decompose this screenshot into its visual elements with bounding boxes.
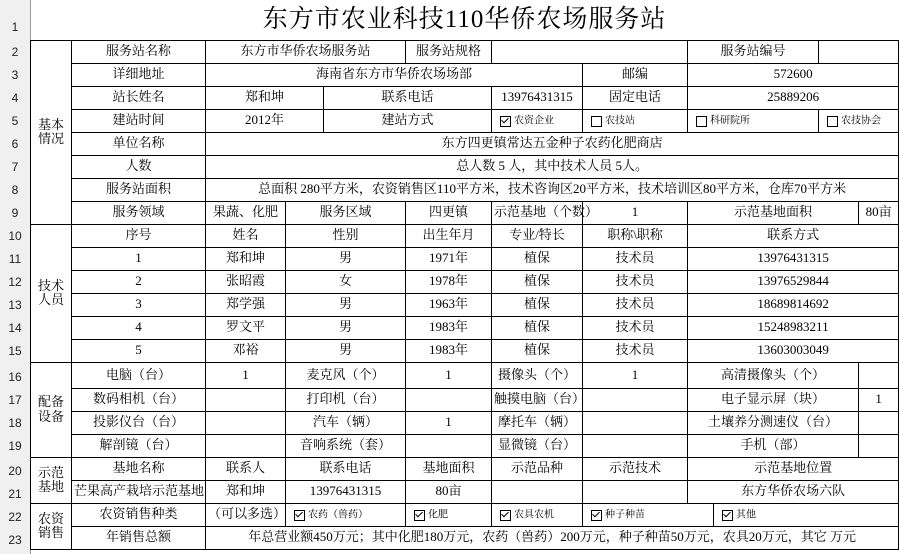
equipment-label: 显微镜（台） — [492, 434, 583, 457]
method-option[interactable]: 农技协会 — [819, 109, 899, 132]
landline-cell[interactable]: 25889206 — [688, 86, 899, 109]
demo-area-label: 示范基地面积 — [688, 201, 859, 224]
equipment-value[interactable]: 1 — [859, 388, 899, 411]
checkbox-checked-icon[interactable] — [591, 510, 602, 521]
equipment-value[interactable] — [859, 434, 899, 457]
address-label: 详细地址 — [72, 63, 206, 86]
area-cell[interactable]: 总面积 280平方米，农资销售区110平方米，技术咨询区20平方米，技术培训区80平方米，仓库70平方米 — [206, 178, 899, 201]
equipment-label: 电子显示屏（块） — [688, 388, 859, 411]
method-option[interactable]: 科研院所 — [688, 109, 819, 132]
staff-title[interactable]: 技术员 — [583, 316, 688, 339]
checkbox-icon[interactable] — [827, 116, 838, 127]
number-label: 服务站编号 — [688, 40, 819, 63]
staff-major[interactable]: 植保 — [492, 247, 583, 270]
column-header: 序号 — [72, 224, 206, 247]
row-number[interactable]: 9 — [11, 206, 19, 220]
demo-count-cell[interactable]: 1 — [583, 201, 688, 224]
equipment-label: 摄像头（个） — [492, 362, 583, 388]
checkbox-icon[interactable] — [591, 116, 602, 127]
equipment-label: 电脑（台） — [72, 362, 206, 388]
equipment-label: 汽车（辆） — [286, 411, 406, 434]
column-header: 联系方式 — [688, 224, 899, 247]
staff-major[interactable]: 植保 — [492, 293, 583, 316]
column-header: 基地名称 — [72, 457, 206, 480]
equipment-value[interactable]: 1 — [406, 362, 492, 388]
postcode-label: 邮编 — [583, 63, 688, 86]
row-number[interactable]: 22 — [8, 510, 22, 524]
staff-title[interactable]: 技术员 — [583, 339, 688, 362]
field-label: 服务领域 — [72, 201, 206, 224]
method-option[interactable]: 农资企业 — [492, 109, 583, 132]
demo-base-name[interactable]: 芒果高产栽培示范基地 — [72, 480, 206, 503]
equipment-value[interactable] — [206, 411, 286, 434]
staff-title[interactable]: 技术员 — [583, 247, 688, 270]
equipment-label: 高清摄像头（个） — [688, 362, 859, 388]
row-number[interactable]: 21 — [8, 487, 22, 501]
staff-major[interactable]: 植保 — [492, 316, 583, 339]
staff-phone[interactable]: 13976431315 — [688, 247, 899, 270]
annual-sales-label: 年销售总额 — [72, 526, 206, 549]
equipment-label: 音响系统（套） — [286, 434, 406, 457]
staff-phone[interactable]: 13976529844 — [688, 270, 899, 293]
column-header: 示范基地位置 — [688, 457, 899, 480]
row-number[interactable]: 23 — [8, 533, 22, 547]
table-row — [31, 270, 899, 293]
equipment-label: 数码相机（台） — [72, 388, 206, 411]
postcode-cell[interactable]: 572600 — [688, 63, 899, 86]
staff-gender[interactable]: 男 — [286, 293, 406, 316]
phone-cell[interactable]: 13976431315 — [492, 86, 583, 109]
staff-name[interactable]: 郑学强 — [206, 293, 286, 316]
staff-name[interactable]: 张昭霞 — [206, 270, 286, 293]
row-number[interactable]: 5 — [11, 114, 19, 128]
number-cell[interactable] — [819, 40, 899, 63]
row-number[interactable]: 15 — [8, 344, 22, 358]
staff-name[interactable]: 邓裕 — [206, 339, 286, 362]
staff-gender[interactable]: 男 — [286, 316, 406, 339]
equipment-value[interactable] — [583, 411, 688, 434]
row-number[interactable]: 14 — [8, 321, 22, 335]
checkbox-checked-icon[interactable] — [294, 510, 305, 521]
column-header: 示范技术 — [583, 457, 688, 480]
equipment-value[interactable]: 1 — [406, 411, 492, 434]
staff-gender[interactable]: 男 — [286, 247, 406, 270]
staff-no[interactable]: 3 — [72, 293, 206, 316]
table-row — [31, 316, 899, 339]
annual-sales-cell[interactable]: 年总营业额450万元；其中化肥180万元，农药（兽药）200万元，种子种苗50万元，农具20万元，其它 万元 — [206, 526, 899, 549]
staff-title[interactable]: 技术员 — [583, 293, 688, 316]
column-header: 专业/特长 — [492, 224, 583, 247]
head-name-label: 站长姓名 — [72, 86, 206, 109]
staff-no[interactable]: 5 — [72, 339, 206, 362]
staff-no[interactable]: 2 — [72, 270, 206, 293]
region-cell[interactable]: 四更镇 — [406, 201, 492, 224]
column-header: 基地面积 — [406, 457, 492, 480]
section-demo-base: 示范基地 — [31, 457, 72, 503]
demo-area[interactable]: 80亩 — [406, 480, 492, 503]
row-number[interactable]: 3 — [11, 68, 19, 82]
staff-title[interactable]: 技术员 — [583, 270, 688, 293]
staff-phone[interactable]: 13603003049 — [688, 339, 899, 362]
equipment-value[interactable]: 1 — [583, 362, 688, 388]
demo-variety[interactable] — [492, 480, 583, 503]
staff-gender[interactable]: 女 — [286, 270, 406, 293]
people-cell[interactable]: 总人数 5 人，其中技术人员 5人。 — [206, 155, 899, 178]
service-station-form — [30, 0, 899, 550]
demo-location[interactable]: 东方华侨农场六队 — [688, 480, 899, 503]
checkbox-checked-icon[interactable] — [722, 510, 733, 521]
column-header: 联系电话 — [286, 457, 406, 480]
scale-label: 服务站规格 — [406, 40, 492, 63]
row-header-column — [0, 0, 31, 554]
demo-contact[interactable]: 郑和坤 — [206, 480, 286, 503]
field-cell[interactable]: 果蔬、化肥 — [206, 201, 286, 224]
staff-phone[interactable]: 18689814692 — [688, 293, 899, 316]
demo-area-cell[interactable]: 80亩 — [859, 201, 899, 224]
row-number[interactable]: 20 — [8, 464, 22, 478]
row-number[interactable]: 7 — [11, 160, 19, 174]
staff-name[interactable]: 郑和坤 — [206, 247, 286, 270]
checkbox-checked-icon[interactable] — [414, 510, 425, 521]
landline-label: 固定电话 — [583, 86, 688, 109]
row-number[interactable]: 4 — [11, 91, 19, 105]
staff-major[interactable]: 植保 — [492, 270, 583, 293]
staff-gender[interactable]: 男 — [286, 339, 406, 362]
staff-birth[interactable]: 1971年 — [406, 247, 492, 270]
multi-select-note: （可以多选） — [206, 503, 286, 526]
equipment-label: 麦克风（个） — [286, 362, 406, 388]
unit-name-label: 单位名称 — [72, 132, 206, 155]
station-name-cell[interactable]: 东方市华侨农场服务站 — [206, 40, 406, 63]
equipment-value[interactable] — [583, 434, 688, 457]
row-number[interactable]: 17 — [8, 393, 22, 407]
method-option[interactable]: 农技站 — [583, 109, 688, 132]
checkbox-checked-icon[interactable] — [500, 116, 511, 127]
sales-types-label: 农资销售种类 — [72, 503, 206, 526]
built-time-cell[interactable]: 2012年 — [206, 109, 324, 132]
demo-phone[interactable]: 13976431315 — [286, 480, 406, 503]
built-time-label: 建站时间 — [72, 109, 206, 132]
row-number[interactable]: 10 — [8, 229, 22, 243]
address-cell[interactable]: 海南省东方市华侨农场场部 — [206, 63, 583, 86]
column-header: 职称\职称 — [583, 224, 688, 247]
staff-birth[interactable]: 1983年 — [406, 339, 492, 362]
equipment-value[interactable]: 1 — [206, 362, 286, 388]
checkbox-checked-icon[interactable] — [500, 510, 511, 521]
equipment-value[interactable] — [206, 388, 286, 411]
equipment-value[interactable] — [859, 411, 899, 434]
sales-option[interactable]: 农具农机 — [492, 503, 583, 526]
staff-birth[interactable]: 1978年 — [406, 270, 492, 293]
row-number[interactable]: 6 — [11, 137, 19, 151]
method-label: 建站方式 — [324, 109, 492, 132]
section-basic-info: 基本情况 — [31, 40, 72, 224]
people-label: 人数 — [72, 155, 206, 178]
demo-tech[interactable] — [583, 480, 688, 503]
row-number[interactable]: 11 — [8, 252, 22, 266]
staff-birth[interactable]: 1963年 — [406, 293, 492, 316]
column-header: 性别 — [286, 224, 406, 247]
staff-no[interactable]: 4 — [72, 316, 206, 339]
staff-no[interactable]: 1 — [72, 247, 206, 270]
sales-option[interactable]: 化肥 — [406, 503, 492, 526]
equipment-value[interactable] — [859, 362, 899, 388]
region-label: 服务区域 — [286, 201, 406, 224]
page-title: 东方市农业科技110华侨农场服务站 — [31, 0, 899, 40]
row-number[interactable]: 1 — [11, 20, 19, 34]
station-name-label: 服务站名称 — [72, 40, 206, 63]
staff-name[interactable]: 罗文平 — [206, 316, 286, 339]
row-number[interactable]: 13 — [8, 298, 22, 312]
staff-birth[interactable]: 1983年 — [406, 316, 492, 339]
column-header: 联系人 — [206, 457, 286, 480]
column-header: 出生年月 — [406, 224, 492, 247]
equipment-label: 摩托车（辆） — [492, 411, 583, 434]
row-number[interactable]: 2 — [11, 45, 19, 59]
sales-option[interactable]: 种子种苗 — [583, 503, 714, 526]
row-number[interactable]: 12 — [8, 275, 22, 289]
table-row — [31, 339, 899, 362]
column-header: 示范品种 — [492, 457, 583, 480]
demo-count-label: 示范基地（个数） — [492, 201, 583, 224]
equipment-label: 手机（部） — [688, 434, 859, 457]
row-number[interactable]: 18 — [8, 416, 22, 430]
equipment-value[interactable] — [583, 388, 688, 411]
scale-cell[interactable] — [492, 40, 688, 63]
table-row — [31, 247, 899, 270]
equipment-label: 土壤养分测速仪（台） — [688, 411, 859, 434]
area-label: 服务站面积 — [72, 178, 206, 201]
staff-major[interactable]: 植保 — [492, 339, 583, 362]
section-equipment: 配备设备 — [31, 362, 72, 457]
equipment-value[interactable] — [206, 434, 286, 457]
equipment-label: 触摸电脑（台） — [492, 388, 583, 411]
equipment-value[interactable] — [406, 434, 492, 457]
section-sales: 农资销售 — [31, 503, 72, 549]
staff-phone[interactable]: 15248983211 — [688, 316, 899, 339]
equipment-label: 投影仪台（台） — [72, 411, 206, 434]
section-tech-staff: 技术人员 — [31, 224, 72, 362]
sales-option[interactable]: 农药（兽药） — [286, 503, 406, 526]
row-number[interactable]: 19 — [8, 439, 22, 453]
row-number[interactable]: 8 — [11, 183, 19, 197]
unit-name-cell[interactable]: 东方四更镇常达五金种子农药化肥商店 — [206, 132, 899, 155]
equipment-label: 解剖镜（台） — [72, 434, 206, 457]
row-number[interactable]: 16 — [8, 370, 22, 384]
equipment-label: 打印机（台） — [286, 388, 406, 411]
head-name-cell[interactable]: 郑和坤 — [206, 86, 324, 109]
column-header: 姓名 — [206, 224, 286, 247]
checkbox-icon[interactable] — [696, 116, 707, 127]
equipment-value[interactable] — [406, 388, 492, 411]
phone-label: 联系电话 — [324, 86, 492, 109]
sales-option[interactable]: 其他 — [714, 503, 899, 526]
table-row — [31, 293, 899, 316]
